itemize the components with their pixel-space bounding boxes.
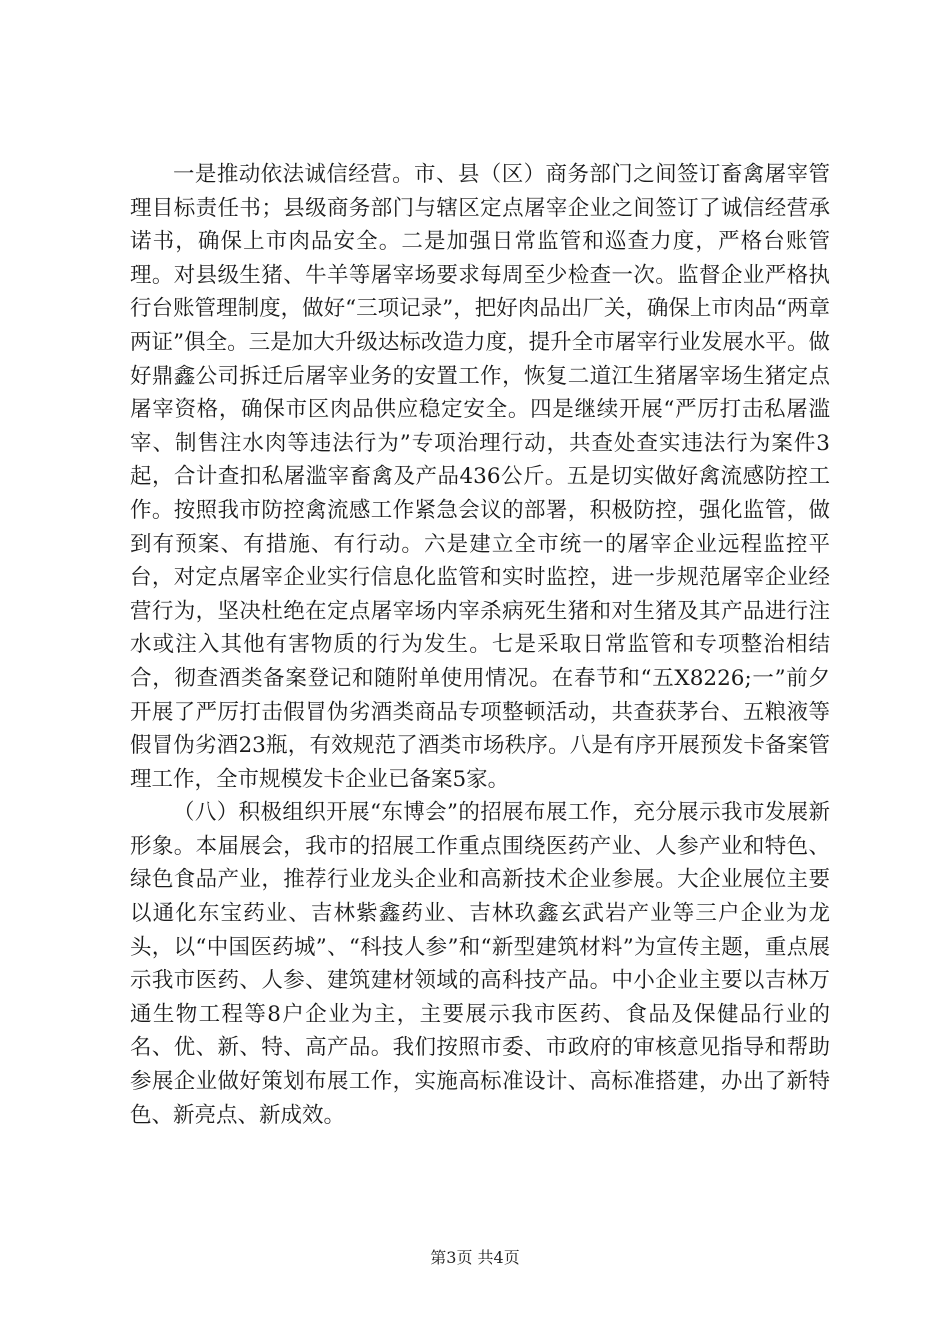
- page-footer: 第3页 共4页: [430, 1248, 520, 1267]
- paragraph-2: （八）积极组织开展“东博会”的招展布展工作，充分展示我市发展新形象。本届展会，我市的招展工作重点围绕医药产业、人参产业和特色、绿色食品产业，推荐行业龙头企业和高新技术企业参展。大企业展位主要以通化东宝药业、吉林紫鑫药业、吉林玖鑫玄武岩产业等三户企业为龙头，以“中国医药城”、“科技人参”和“新型建筑材料”为宣传主题，重点展示我市医药、人参、建筑建材领域的高科技产品。中小企业主要以吉林万通生物工程等8户企业为主，主要展示我市医药、食品及保健品行业的名、优、新、特、高产品。我们按照市委、市政府的审核意见指导和帮助参展企业做好策划布展工作，实施高标准设计、高标准搭建，办出了新特色、新亮点、新成效。: [130, 800, 830, 1128]
- paragraph-1: 一是推动依法诚信经营。市、县（区）商务部门之间签订畜禽屠宰管理目标责任书；县级商务部门与辖区定点屠宰企业之间签订了诚信经营承诺书，确保上市肉品安全。二是加强日常监管和巡查力度，严格台账管理。对县级生猪、牛羊等屠宰场要求每周至少检查一次。监督企业严格执行台账管理制度，做好“三项记录”，把好肉品出厂关，确保上市肉品“两章两证”俱全。三是加大升级达标改造力度，提升全市屠宰行业发展水平。做好鼎鑫公司拆迁后屠宰业务的安置工作，恢复二道江生猪屠宰场生猪定点屠宰资格，确保市区肉品供应稳定安全。四是继续开展“严厉打击私屠滥宰、制售注水肉等违法行为”专项治理行动，共查处查实违法行为案件3起，合计查扣私屠滥宰畜禽及产品436公斤。五是切实做好禽流感防控工作。按照我市防控禽流感工作紧急会议的部署，积极防控，强化监管，做到有预案、有措施、有行动。六是建立全市统一的屠宰企业远程监控平台，对定点屠宰企业实行信息化监管和实时监控，进一步规范屠宰企业经营行为，坚决杜绝在定点屠宰场内宰杀病死生猪和对生猪及其产品进行注水或注入其他有害物质的行为发生。七是采取日常监管和专项整治相结合，彻查酒类备案登记和随附单使用情况。在春节和“五X8226;一”前夕开展了严厉打击假冒伪劣酒类商品专项整顿活动，共查获茅台、五粮液等假冒伪劣酒23瓶，有效规范了酒类市场秩序。八是有序开展预发卡备案管理工作，全市规模发卡企业已备案5家。: [130, 162, 830, 792]
- document-body: [130, 158, 830, 1132]
